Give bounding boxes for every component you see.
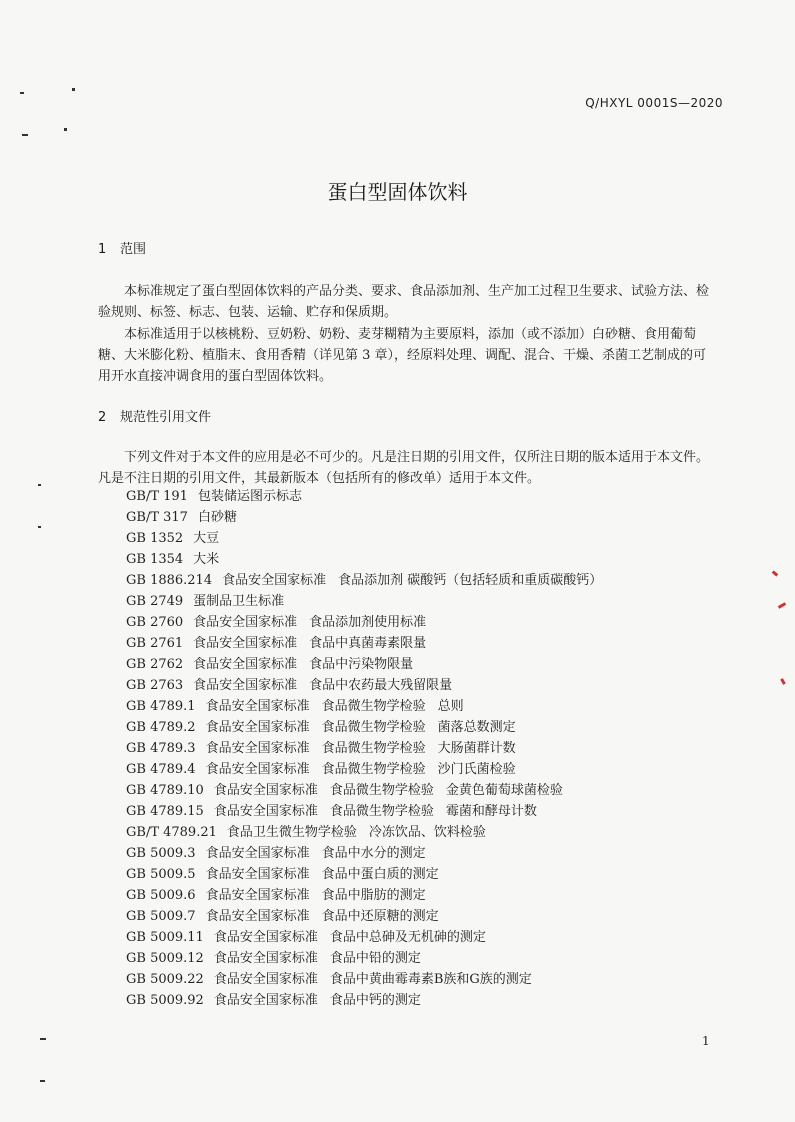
reference-t2: 食品中污染物限量 bbox=[309, 657, 414, 672]
reference-t2: 食品微生物学检验 bbox=[321, 741, 426, 756]
reference-code: GB 5009.6 bbox=[126, 888, 196, 903]
section-1-heading bbox=[98, 238, 146, 257]
reference-item bbox=[126, 822, 614, 843]
reference-item bbox=[126, 948, 614, 969]
reference-t3: 菌落总数测定 bbox=[437, 720, 516, 735]
reference-code: GB 2749 bbox=[126, 594, 184, 609]
reference-t1: 食品安全国家标准 bbox=[205, 720, 310, 735]
red-stamp-edge bbox=[778, 602, 786, 609]
reference-code: GB 5009.3 bbox=[126, 846, 196, 861]
scan-speck bbox=[40, 1038, 46, 1040]
reference-code: GB 2761 bbox=[126, 636, 184, 651]
reference-t1: 食品安全国家标准 bbox=[213, 993, 318, 1008]
reference-code: GB 1886.214 bbox=[126, 573, 213, 588]
reference-t2: 食品中水分的测定 bbox=[321, 846, 426, 861]
scan-speck bbox=[20, 92, 24, 94]
document-title: 蛋白型固体饮料 bbox=[327, 180, 468, 204]
reference-item bbox=[126, 654, 614, 675]
reference-t1: 食品安全国家标准 bbox=[205, 846, 310, 861]
scan-speck bbox=[38, 484, 41, 486]
reference-item bbox=[126, 885, 614, 906]
reference-code: GB/T 4789.21 bbox=[126, 825, 217, 840]
reference-t3: 金黄色葡萄球菌检验 bbox=[445, 783, 563, 798]
reference-t3: 霉菌和酵母计数 bbox=[445, 804, 537, 819]
reference-t1: 食品安全国家标准 bbox=[205, 762, 310, 777]
reference-item bbox=[126, 780, 614, 801]
reference-t2: 食品微生物学检验 bbox=[329, 783, 434, 798]
reference-item bbox=[126, 633, 614, 654]
reference-t2: 食品添加剂使用标准 bbox=[309, 615, 427, 630]
red-stamp-edge bbox=[772, 570, 779, 576]
reference-t2: 食品微生物学检验 bbox=[321, 699, 426, 714]
reference-t2: 食品添加剂 碳酸钙（包括轻质和重质碳酸钙） bbox=[338, 573, 603, 588]
reference-code: GB 4789.10 bbox=[126, 783, 204, 798]
reference-code: GB 5009.7 bbox=[126, 909, 196, 924]
reference-t2: 食品中真菌毒素限量 bbox=[309, 636, 427, 651]
reference-t1: 包装储运图示标志 bbox=[197, 489, 302, 504]
standard-code: Q/HXYL 0001S—2020 bbox=[585, 96, 723, 110]
reference-list bbox=[126, 486, 614, 1011]
reference-item bbox=[126, 570, 614, 591]
section-1-title: 范围 bbox=[120, 242, 147, 257]
reference-t1: 食品安全国家标准 bbox=[205, 699, 310, 714]
reference-t1: 食品安全国家标准 bbox=[213, 804, 318, 819]
reference-t3: 沙门氏菌检验 bbox=[437, 762, 516, 777]
reference-code: GB 5009.11 bbox=[126, 930, 204, 945]
reference-item bbox=[126, 528, 614, 549]
scan-speck bbox=[22, 134, 28, 136]
reference-t1: 食品安全国家标准 bbox=[193, 615, 298, 630]
reference-item bbox=[126, 612, 614, 633]
reference-item bbox=[126, 759, 614, 780]
reference-t2: 食品中还原糖的测定 bbox=[321, 909, 439, 924]
reference-t2: 食品中铅的测定 bbox=[329, 951, 421, 966]
reference-t1: 食品安全国家标准 bbox=[205, 888, 310, 903]
reference-item bbox=[126, 927, 614, 948]
scan-speck bbox=[40, 1080, 45, 1082]
reference-item bbox=[126, 591, 614, 612]
reference-item bbox=[126, 486, 614, 507]
reference-code: GB 1354 bbox=[126, 552, 184, 567]
section-2-heading bbox=[98, 406, 211, 425]
reference-item bbox=[126, 738, 614, 759]
reference-t1: 食品安全国家标准 bbox=[222, 573, 327, 588]
reference-code: GB 1352 bbox=[126, 531, 184, 546]
page-number: 1 bbox=[702, 1034, 710, 1048]
reference-item bbox=[126, 507, 614, 528]
reference-t2: 食品微生物学检验 bbox=[329, 804, 434, 819]
section-2-number: 2 bbox=[98, 410, 107, 425]
reference-t1: 食品安全国家标准 bbox=[213, 930, 318, 945]
reference-t1: 食品安全国家标准 bbox=[213, 951, 318, 966]
references-intro: 下列文件对于本文件的应用是必不可少的。凡是注日期的引用文件，仅所注日期的版本适用于本文件。凡是不注日期的引用文件，其最新版本（包括所有的修改单）适用于本文件。 bbox=[98, 450, 710, 486]
reference-code: GB 2763 bbox=[126, 678, 184, 693]
reference-t1: 食品安全国家标准 bbox=[213, 783, 318, 798]
reference-t1: 食品安全国家标准 bbox=[205, 741, 310, 756]
reference-t1: 白砂糖 bbox=[197, 510, 237, 525]
reference-item bbox=[126, 906, 614, 927]
reference-item bbox=[126, 675, 614, 696]
reference-item bbox=[126, 801, 614, 822]
reference-t2: 冷冻饮品、饮料检验 bbox=[368, 825, 486, 840]
section-1-number: 1 bbox=[98, 242, 107, 257]
reference-code: GB 4789.3 bbox=[126, 741, 196, 756]
scope-paragraph-1: 本标准规定了蛋白型固体饮料的产品分类、要求、食品添加剂、生产加工过程卫生要求、试验方法、检验规则、标签、标志、包装、运输、贮存和保质期。 bbox=[98, 284, 710, 320]
reference-t1: 食品安全国家标准 bbox=[205, 909, 310, 924]
reference-code: GB 5009.12 bbox=[126, 951, 204, 966]
reference-t2: 食品中总砷及无机砷的测定 bbox=[329, 930, 486, 945]
reference-code: GB 4789.1 bbox=[126, 699, 196, 714]
reference-item bbox=[126, 843, 614, 864]
scan-speck bbox=[38, 526, 41, 528]
reference-item bbox=[126, 969, 614, 990]
reference-item bbox=[126, 864, 614, 885]
reference-t1: 大米 bbox=[193, 552, 220, 567]
reference-t2: 食品微生物学检验 bbox=[321, 762, 426, 777]
reference-t1: 大豆 bbox=[193, 531, 220, 546]
scan-speck bbox=[64, 128, 67, 131]
reference-t1: 食品安全国家标准 bbox=[193, 636, 298, 651]
reference-t3: 总则 bbox=[437, 699, 464, 714]
reference-item bbox=[126, 549, 614, 570]
reference-t1: 蛋制品卫生标准 bbox=[193, 594, 285, 609]
reference-t1: 食品安全国家标准 bbox=[193, 678, 298, 693]
reference-t2: 食品中脂肪的测定 bbox=[321, 888, 426, 903]
reference-item bbox=[126, 696, 614, 717]
reference-t1: 食品安全国家标准 bbox=[213, 972, 318, 987]
reference-t2: 食品微生物学检验 bbox=[321, 720, 426, 735]
reference-code: GB/T 317 bbox=[126, 510, 188, 525]
reference-code: GB 4789.2 bbox=[126, 720, 196, 735]
reference-t2: 食品中农药最大残留限量 bbox=[309, 678, 453, 693]
reference-item bbox=[126, 717, 614, 738]
scope-paragraph-2: 本标准适用于以核桃粉、豆奶粉、奶粉、麦芽糊精为主要原料，添加（或不添加）白砂糖、食用葡萄糖、大米膨化粉、植脂末、食用香精（详见第 3 章），经原料处理、调配、混合、干燥、杀菌工艺制成的可用开水直接冲调食用的蛋白型固体饮料。 bbox=[98, 327, 707, 384]
reference-code: GB 5009.22 bbox=[126, 972, 204, 987]
reference-t2: 食品中钙的测定 bbox=[329, 993, 421, 1008]
reference-code: GB 5009.92 bbox=[126, 993, 204, 1008]
reference-code: GB 2762 bbox=[126, 657, 184, 672]
reference-code: GB 4789.15 bbox=[126, 804, 204, 819]
reference-t3: 大肠菌群计数 bbox=[437, 741, 516, 756]
reference-t2: 食品中黄曲霉毒素B族和G族的测定 bbox=[329, 972, 532, 987]
red-stamp-edge bbox=[780, 678, 786, 685]
reference-item bbox=[126, 990, 614, 1011]
scan-speck bbox=[72, 88, 75, 91]
reference-t1: 食品安全国家标准 bbox=[205, 867, 310, 882]
reference-code: GB 2760 bbox=[126, 615, 184, 630]
reference-t1: 食品卫生微生物学检验 bbox=[226, 825, 357, 840]
reference-code: GB 5009.5 bbox=[126, 867, 196, 882]
section-2-title: 规范性引用文件 bbox=[120, 410, 212, 425]
reference-t2: 食品中蛋白质的测定 bbox=[321, 867, 439, 882]
reference-code: GB/T 191 bbox=[126, 489, 188, 504]
reference-code: GB 4789.4 bbox=[126, 762, 196, 777]
reference-t1: 食品安全国家标准 bbox=[193, 657, 298, 672]
